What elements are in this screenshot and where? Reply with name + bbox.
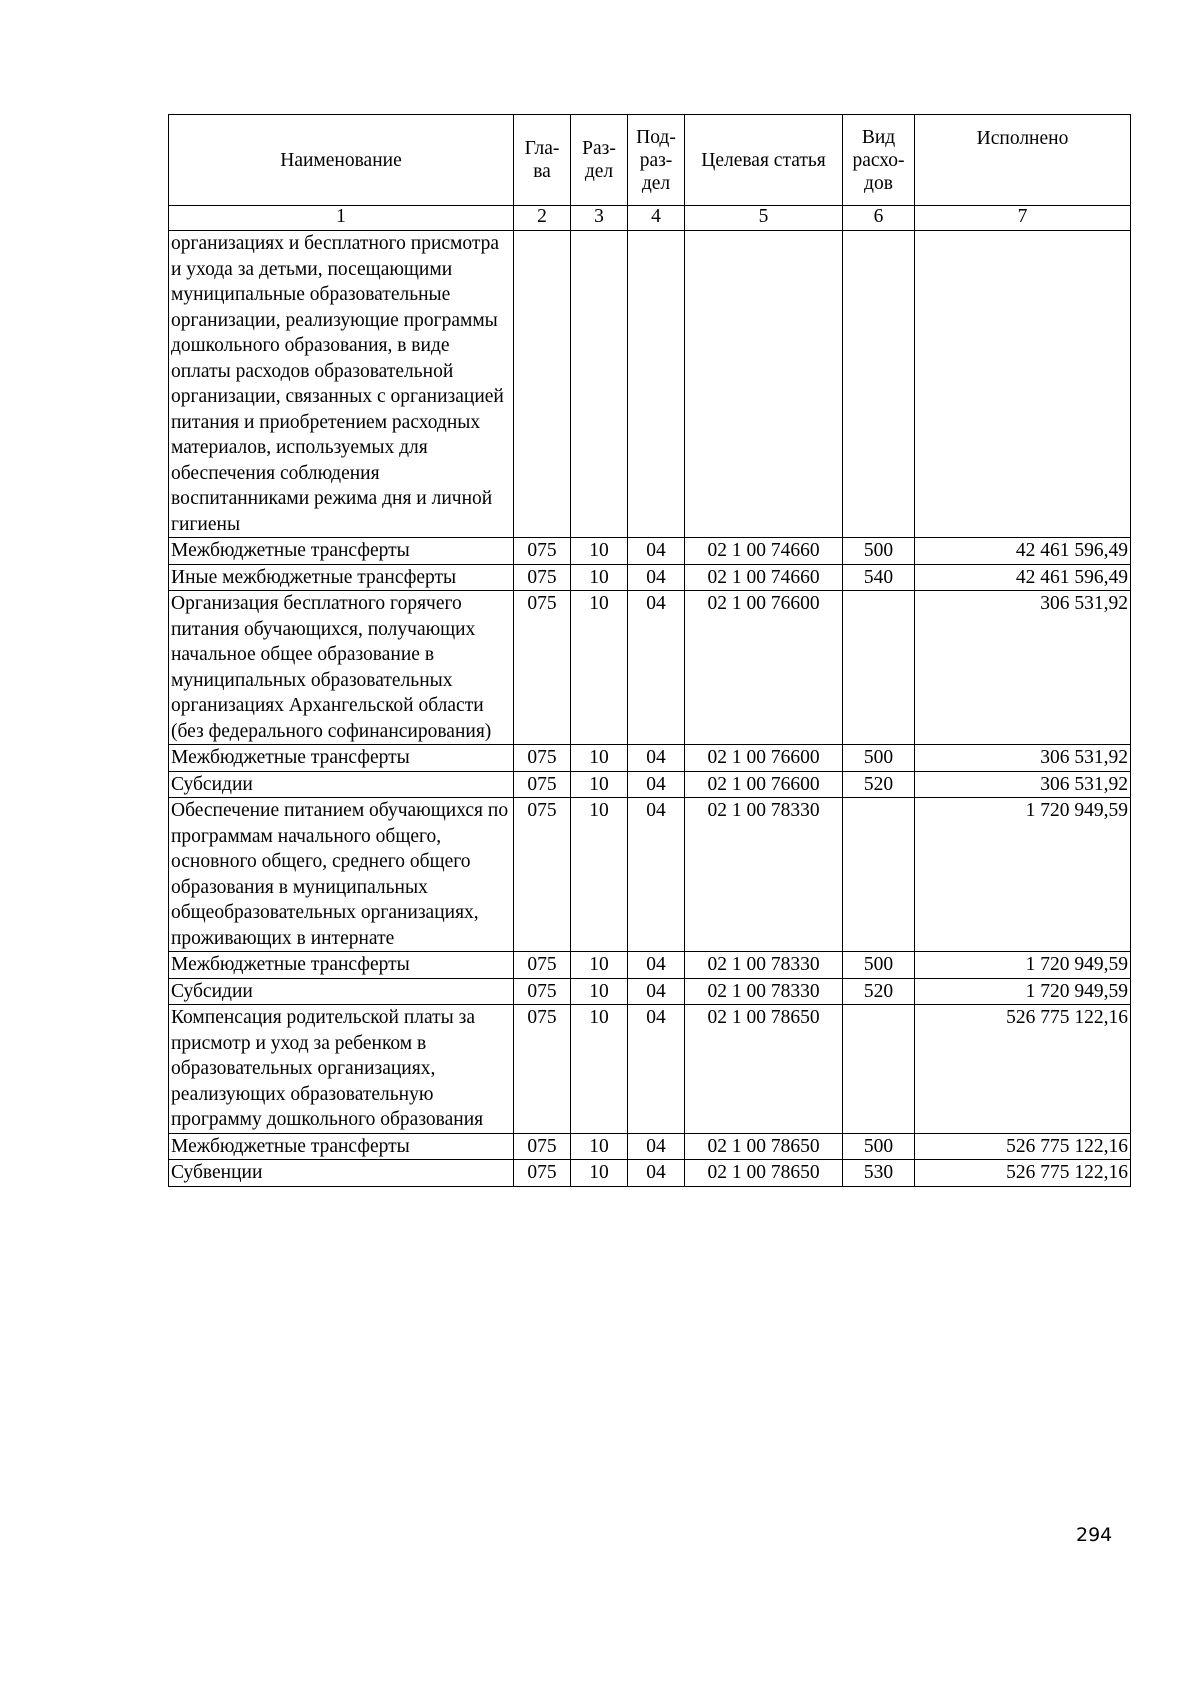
row-glava: 075 bbox=[514, 771, 571, 798]
table-row bbox=[169, 771, 1131, 798]
table-row bbox=[169, 231, 1131, 538]
row-name: Организация бесплатного горячего питания обучающихся, получающих начальное общее образование в муниципальных образовательных организациях Архангельской области (без федерального софинансирования) bbox=[169, 591, 514, 745]
table-row bbox=[169, 538, 1131, 565]
row-podrazdel: 04 bbox=[628, 1160, 685, 1187]
row-vid bbox=[843, 1005, 915, 1134]
row-glava: 075 bbox=[514, 591, 571, 745]
table-row bbox=[169, 1005, 1131, 1134]
row-name: Межбюджетные трансферты bbox=[169, 538, 514, 565]
row-amount: 42 461 596,49 bbox=[915, 564, 1131, 591]
row-target: 02 1 00 76600 bbox=[685, 745, 843, 772]
row-razdel: 10 bbox=[571, 771, 628, 798]
row-target: 02 1 00 78330 bbox=[685, 978, 843, 1005]
row-target: 02 1 00 78330 bbox=[685, 952, 843, 979]
header-razdel: Раз- дел bbox=[571, 115, 628, 206]
row-name: Компенсация родительской платы за присмотр и уход за ребенком в образовательных организациях, реализующих образовательную программу дошкольного образования bbox=[169, 1005, 514, 1134]
row-vid bbox=[843, 798, 915, 952]
row-glava: 075 bbox=[514, 1005, 571, 1134]
row-vid bbox=[843, 591, 915, 745]
column-number: 4 bbox=[628, 206, 685, 231]
row-razdel: 10 bbox=[571, 1005, 628, 1134]
row-vid: 520 bbox=[843, 978, 915, 1005]
header-podrazdel: Под- раз- дел bbox=[628, 115, 685, 206]
row-vid: 540 bbox=[843, 564, 915, 591]
row-name: Субвенции bbox=[169, 1160, 514, 1187]
row-vid bbox=[843, 231, 915, 538]
table-row bbox=[169, 978, 1131, 1005]
row-amount: 306 531,92 bbox=[915, 745, 1131, 772]
row-amount bbox=[915, 231, 1131, 538]
header-name: Наименование bbox=[169, 115, 514, 206]
row-amount: 42 461 596,49 bbox=[915, 538, 1131, 565]
column-number: 3 bbox=[571, 206, 628, 231]
row-target: 02 1 00 76600 bbox=[685, 591, 843, 745]
row-target: 02 1 00 74660 bbox=[685, 538, 843, 565]
budget-table bbox=[168, 114, 1131, 1187]
column-number-row bbox=[169, 206, 1131, 231]
row-podrazdel: 04 bbox=[628, 798, 685, 952]
row-name: организациях и бесплатного присмотра и ухода за детьми, посещающими муниципальные образовательные организации, реализующие программы дошкольного образования, в виде оплаты расходов образовательной организации, связанных с организацией питания и приобретением расходных материалов, используемых для обеспечения соблюдения воспитанниками режима дня и личной гигиены bbox=[169, 231, 514, 538]
page-number: 294 bbox=[1076, 1524, 1113, 1546]
row-razdel: 10 bbox=[571, 1160, 628, 1187]
row-podrazdel bbox=[628, 231, 685, 538]
header-target: Целевая статья bbox=[685, 115, 843, 206]
row-name: Обеспечение питанием обучающихся по программам начального общего, основного общего, среднего общего образования в муниципальных общеобразовательных организациях, проживающих в интернате bbox=[169, 798, 514, 952]
row-name: Иные межбюджетные трансферты bbox=[169, 564, 514, 591]
table-header-row bbox=[169, 115, 1131, 206]
row-razdel: 10 bbox=[571, 952, 628, 979]
row-amount: 526 775 122,16 bbox=[915, 1005, 1131, 1134]
row-amount: 1 720 949,59 bbox=[915, 978, 1131, 1005]
row-name: Межбюджетные трансферты bbox=[169, 952, 514, 979]
table-row bbox=[169, 1133, 1131, 1160]
row-glava: 075 bbox=[514, 1160, 571, 1187]
row-razdel: 10 bbox=[571, 538, 628, 565]
row-vid: 530 bbox=[843, 1160, 915, 1187]
row-vid: 520 bbox=[843, 771, 915, 798]
row-amount: 1 720 949,59 bbox=[915, 798, 1131, 952]
row-target bbox=[685, 231, 843, 538]
row-podrazdel: 04 bbox=[628, 538, 685, 565]
row-amount: 526 775 122,16 bbox=[915, 1133, 1131, 1160]
row-glava: 075 bbox=[514, 798, 571, 952]
column-number: 2 bbox=[514, 206, 571, 231]
row-name: Субсидии bbox=[169, 978, 514, 1005]
row-podrazdel: 04 bbox=[628, 771, 685, 798]
row-podrazdel: 04 bbox=[628, 591, 685, 745]
row-amount: 526 775 122,16 bbox=[915, 1160, 1131, 1187]
column-number: 1 bbox=[169, 206, 514, 231]
row-glava bbox=[514, 231, 571, 538]
row-vid: 500 bbox=[843, 1133, 915, 1160]
row-razdel: 10 bbox=[571, 798, 628, 952]
row-glava: 075 bbox=[514, 564, 571, 591]
header-executed: Исполнено bbox=[915, 115, 1131, 206]
row-glava: 075 bbox=[514, 978, 571, 1005]
row-name: Межбюджетные трансферты bbox=[169, 745, 514, 772]
table-row bbox=[169, 591, 1131, 745]
row-amount: 306 531,92 bbox=[915, 771, 1131, 798]
header-glava: Гла- ва bbox=[514, 115, 571, 206]
row-amount: 306 531,92 bbox=[915, 591, 1131, 745]
row-target: 02 1 00 78330 bbox=[685, 798, 843, 952]
row-glava: 075 bbox=[514, 952, 571, 979]
row-vid: 500 bbox=[843, 745, 915, 772]
row-target: 02 1 00 74660 bbox=[685, 564, 843, 591]
column-number: 5 bbox=[685, 206, 843, 231]
row-podrazdel: 04 bbox=[628, 952, 685, 979]
row-glava: 075 bbox=[514, 1133, 571, 1160]
row-vid: 500 bbox=[843, 538, 915, 565]
column-number: 7 bbox=[915, 206, 1131, 231]
row-razdel: 10 bbox=[571, 978, 628, 1005]
row-razdel: 10 bbox=[571, 564, 628, 591]
row-podrazdel: 04 bbox=[628, 564, 685, 591]
row-glava: 075 bbox=[514, 538, 571, 565]
table-row bbox=[169, 745, 1131, 772]
table-row bbox=[169, 564, 1131, 591]
row-target: 02 1 00 76600 bbox=[685, 771, 843, 798]
row-podrazdel: 04 bbox=[628, 1133, 685, 1160]
column-number: 6 bbox=[843, 206, 915, 231]
row-podrazdel: 04 bbox=[628, 978, 685, 1005]
row-razdel bbox=[571, 231, 628, 538]
row-amount: 1 720 949,59 bbox=[915, 952, 1131, 979]
row-target: 02 1 00 78650 bbox=[685, 1005, 843, 1134]
row-name: Межбюджетные трансферты bbox=[169, 1133, 514, 1160]
table-row bbox=[169, 952, 1131, 979]
row-podrazdel: 04 bbox=[628, 745, 685, 772]
row-vid: 500 bbox=[843, 952, 915, 979]
row-target: 02 1 00 78650 bbox=[685, 1160, 843, 1187]
row-podrazdel: 04 bbox=[628, 1005, 685, 1134]
row-name: Субсидии bbox=[169, 771, 514, 798]
row-target: 02 1 00 78650 bbox=[685, 1133, 843, 1160]
table-row bbox=[169, 798, 1131, 952]
row-razdel: 10 bbox=[571, 591, 628, 745]
row-razdel: 10 bbox=[571, 1133, 628, 1160]
row-glava: 075 bbox=[514, 745, 571, 772]
header-vid: Вид расхо- дов bbox=[843, 115, 915, 206]
row-razdel: 10 bbox=[571, 745, 628, 772]
table-row bbox=[169, 1160, 1131, 1187]
